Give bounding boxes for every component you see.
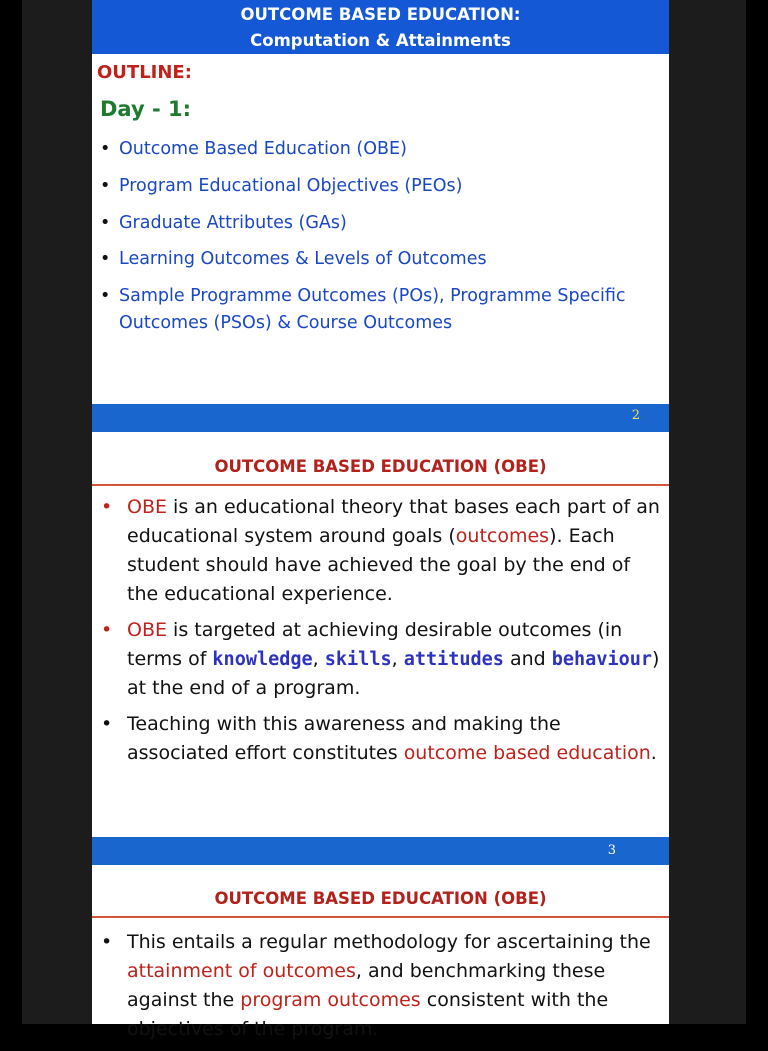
bullet-item: [101, 928, 661, 1044]
slide-page-4: [92, 865, 669, 1040]
bullet-list: [101, 493, 661, 775]
right-margin: [669, 0, 746, 1024]
bullet-item: [101, 616, 661, 703]
slide-page-2: [92, 0, 669, 432]
outline-item: • Program Educational Objectives (PEOs): [100, 173, 660, 200]
slide-page-3: [92, 432, 669, 865]
slide-footer-bar: [92, 837, 669, 865]
bullet-text: ). Each student should have achieved the goal by the end of the educational experience.: [127, 525, 631, 605]
term-program-outcomes: program outcomes: [240, 989, 421, 1011]
bullet-text: ,: [391, 648, 404, 670]
slide-title-line-2: Computation & Attainments: [250, 31, 511, 50]
slide-title-bar: [92, 0, 669, 54]
bullet-text: ) at the end of a program.: [127, 648, 660, 699]
heading-divider: [92, 916, 669, 918]
term-obe: OBE: [127, 619, 167, 641]
slide-heading: OUTCOME BASED EDUCATION (OBE): [214, 889, 547, 908]
term-outcome-based-education: outcome based education: [403, 742, 651, 764]
bullet-text: .: [650, 742, 657, 764]
outline-list: [100, 136, 660, 347]
bullet-text: , and benchmarking these against the: [127, 960, 606, 1011]
bullet-text: is targeted at achieving desirable outcomes (in terms of: [127, 619, 623, 670]
page-number: 2: [631, 408, 640, 423]
outline-item: • Graduate Attributes (GAs): [100, 210, 660, 237]
bullet-text: consistent with the objectives of the program.: [127, 989, 609, 1040]
left-margin: [22, 0, 92, 1024]
slide-title-line-1: OUTCOME BASED EDUCATION:: [240, 5, 521, 24]
bullet-item: [101, 493, 661, 609]
bullet-text: Teaching with this awareness and making the associated effort constitutes: [127, 713, 561, 764]
outline-item: • Outcome Based Education (OBE): [100, 136, 660, 163]
term-attainment-of-outcomes: attainment of outcomes: [127, 960, 356, 982]
bullet-text: is an educational theory that bases each part of an educational system around goals (: [127, 496, 660, 547]
term-knowledge: knowledge: [212, 649, 313, 670]
bullet-text: This entails a regular methodology for ascertaining the: [127, 931, 651, 953]
outline-item: • Sample Programme Outcomes (POs), Programme Specific Outcomes (PSOs) & Course Outcomes: [100, 283, 660, 337]
term-behaviour: behaviour: [551, 649, 653, 670]
day-label: Day - 1:: [100, 97, 191, 121]
slide-heading: OUTCOME BASED EDUCATION (OBE): [214, 457, 547, 476]
page-number: 3: [607, 843, 616, 858]
bullet-text: and: [503, 648, 552, 670]
term-outcomes: outcomes: [455, 525, 550, 547]
outline-label: OUTLINE:: [97, 62, 192, 83]
heading-divider: [92, 484, 669, 486]
term-obe: OBE: [127, 496, 167, 518]
bullet-text: ,: [312, 648, 325, 670]
term-attitudes: attitudes: [403, 649, 504, 670]
term-skills: skills: [324, 649, 392, 670]
bullet-list: [101, 928, 661, 1051]
outline-item: • Learning Outcomes & Levels of Outcomes: [100, 246, 660, 273]
slide-footer-bar: [92, 404, 669, 432]
bullet-item: [101, 710, 661, 768]
